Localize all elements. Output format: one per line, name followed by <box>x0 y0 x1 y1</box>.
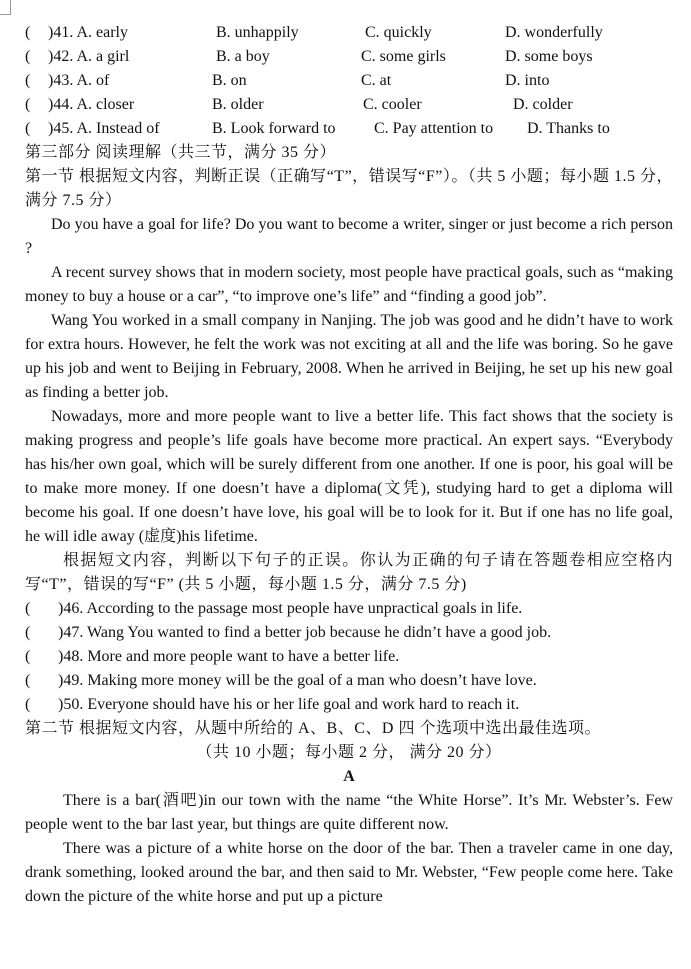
option-c: C. cooler <box>363 96 422 113</box>
options-block <box>25 21 673 141</box>
question-text: )46. According to the passage most people have unpractical goals in life. <box>58 600 523 617</box>
answer-paren: ( <box>25 696 31 713</box>
option-a: )41. A. early <box>48 24 128 41</box>
question-48 <box>25 645 673 669</box>
option-b: B. older <box>212 96 264 113</box>
option-c: C. Pay attention to <box>374 120 494 137</box>
answer-paren: ( <box>25 600 31 617</box>
option-d: D. into <box>505 72 550 89</box>
answer-paren: ( <box>25 672 31 689</box>
option-b: B. Look forward to <box>212 120 336 137</box>
section2-heading: 第二节 根据短文内容，从题中所给的 A、B、C、D 四 个选项中选出最佳选项。 <box>25 720 601 737</box>
answer-paren: ( <box>25 648 31 665</box>
option-d: D. some boys <box>505 48 593 65</box>
option-b: B. unhappily <box>216 24 299 41</box>
answer-paren: ( <box>25 48 31 65</box>
option-row-45 <box>25 117 673 141</box>
option-c: C. quickly <box>365 24 432 41</box>
answer-paren: ( <box>25 624 31 641</box>
passage1-paragraph: Nowadays, more and more people want to live a better life. This fact shows that the society is making progress and people’s life goals have become more practical. An expert says. “Everybody has his/her own goal, which will be surely different from one another. If one is poor, his goal will be to make more money. If one doesn’t have a diploma(文凭), studying hard to get a diploma will become his goal. If one doesn’t have love, his goal will be to look for it. But if one has no life goal, he will idle away (虚度)his lifetime. <box>25 408 673 545</box>
passage2-paragraph: There was a picture of a white horse on the door of the bar. Then a traveler came in one day, drank something, looked around the bar, and then said to Mr. Webster, “Few people come here. Take down the picture of the white horse and put up a picture <box>25 840 673 905</box>
option-a: )43. A. of <box>48 72 110 89</box>
option-row-43 <box>25 69 673 93</box>
answer-paren: ( <box>25 24 31 41</box>
passage1-paragraph: Wang You worked in a small company in Nanjing. The job was good and he didn’t have to work for extra hours. However, he felt the work was not exciting at all and the life was boring. So he gave up his job and went to Beijing in February, 2008. When he arrived in Beijing, he set up his new goal as finding a better job. <box>25 312 673 401</box>
question-46 <box>25 597 673 621</box>
answer-paren: ( <box>25 120 31 137</box>
question-text: )49. Making more money will be the goal of a man who doesn’t have love. <box>58 672 537 689</box>
option-a: )42. A. a girl <box>48 48 130 65</box>
page-corner-mark <box>0 0 11 15</box>
section1-heading: 第一节 根据短文内容，判断正误（正确写“T”，错误写“F”）。（共 5 小题；每小题 1.5 分，满分 7.5 分） <box>25 168 673 209</box>
question-49 <box>25 669 673 693</box>
section2-subheading: （共 10 小题；每小题 2 分， 满分 20 分） <box>196 744 502 761</box>
option-row-42 <box>25 45 673 69</box>
question-50 <box>25 693 673 717</box>
option-row-44 <box>25 93 673 117</box>
question-47 <box>25 621 673 645</box>
option-a: )44. A. closer <box>48 96 135 113</box>
answer-paren: ( <box>25 96 31 113</box>
option-a: )45. A. Instead of <box>48 120 160 137</box>
passage-a-label: A <box>343 768 355 785</box>
option-d: D. wonderfully <box>505 24 603 41</box>
judgement-questions <box>25 597 673 717</box>
option-b: B. on <box>212 72 247 89</box>
instruction: 根据短文内容，判断以下句子的正误。你认为正确的句子请在答题卷相应空格内写“T”，错误的写“F” (共 5 小题，每小题 1.5 分，满分 7.5 分) <box>25 552 673 593</box>
question-text: )47. Wang You wanted to find a better job because he didn’t have a good job. <box>58 624 552 641</box>
option-d: D. Thanks to <box>527 120 610 137</box>
question-text: )48. More and more people want to have a better life. <box>58 648 400 665</box>
question-text: )50. Everyone should have his or her life goal and work hard to reach it. <box>58 696 520 713</box>
option-row-41 <box>25 21 673 45</box>
answer-paren: ( <box>25 72 31 89</box>
option-c: C. at <box>361 72 392 89</box>
option-d: D. colder <box>513 96 573 113</box>
part3-heading: 第三部分 阅读理解（共三节，满分 35 分） <box>25 144 337 161</box>
passage1-paragraph: A recent survey shows that in modern society, most people have practical goals, such as “making money to buy a house or a car”, “to improve one’s life” and “finding a good job”. <box>25 264 673 305</box>
option-c: C. some girls <box>361 48 446 65</box>
document-page <box>25 21 673 909</box>
passage2-paragraph: There is a bar(酒吧)in our town with the name “the White Horse”. It’s Mr. Webster’s. Few people went to the bar last year, but things are quite different now. <box>25 792 673 833</box>
option-b: B. a boy <box>216 48 270 65</box>
passage1-paragraph: Do you have a goal for life? Do you want to become a writer, singer or just become a rich person ? <box>25 216 673 257</box>
